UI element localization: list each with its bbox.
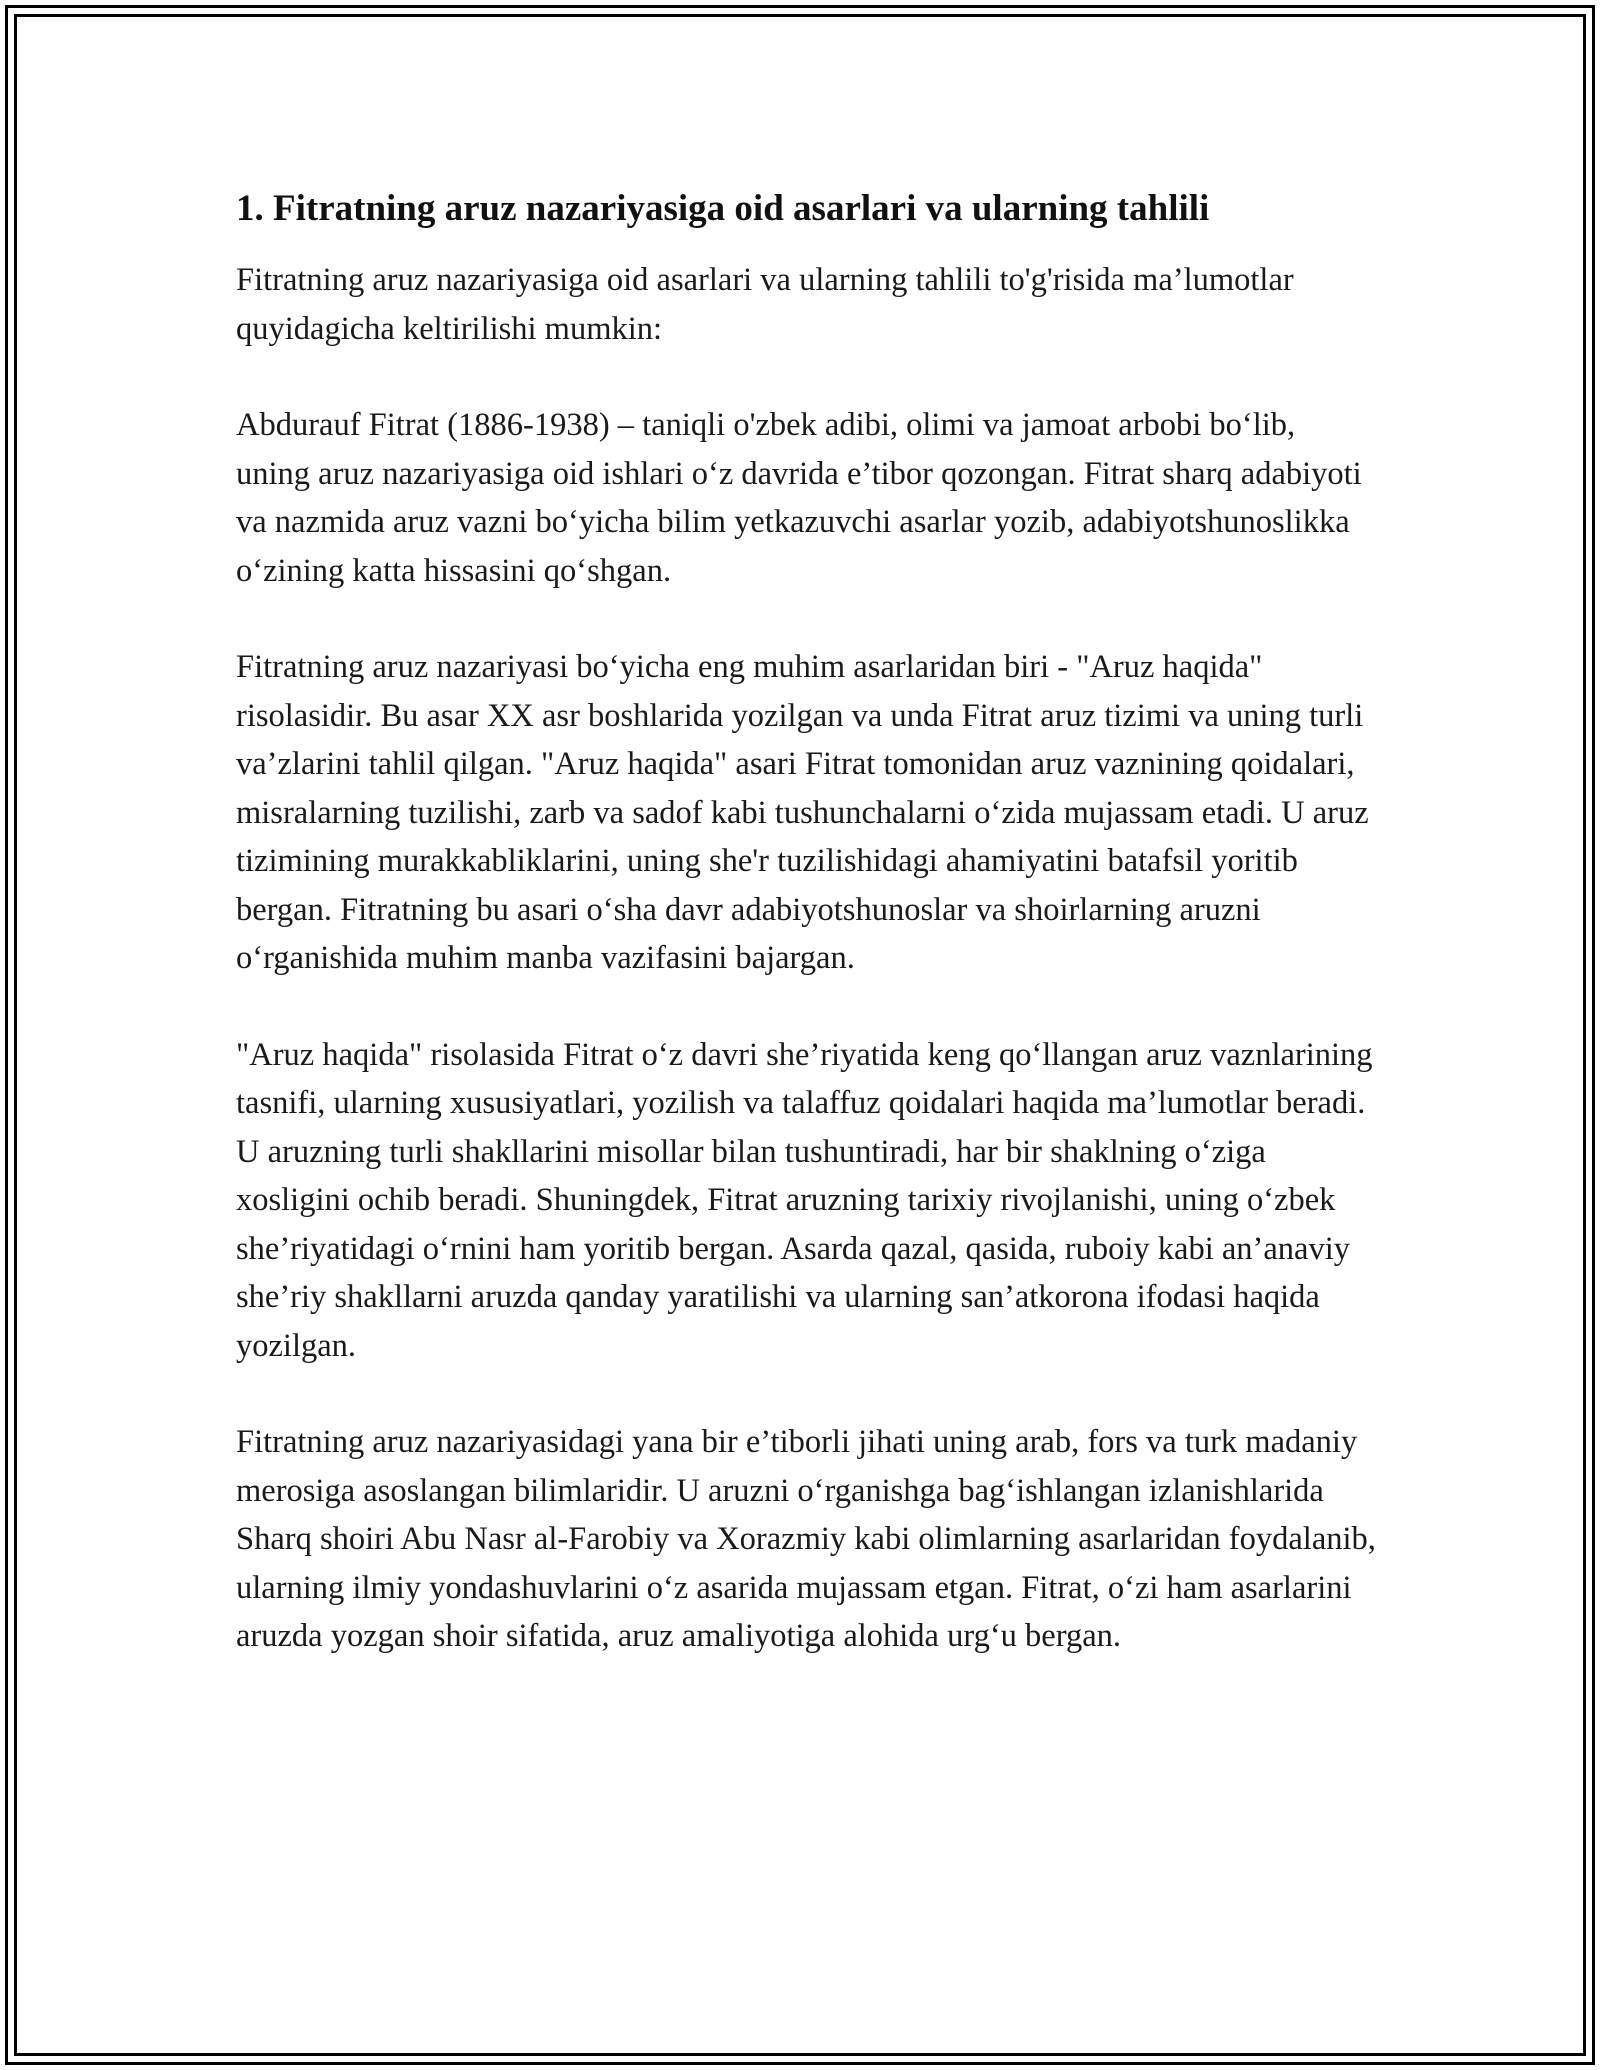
section-heading: 1. Fitratning aruz nazariyasiga oid asarlari va ularning tahlili: [236, 188, 1210, 229]
paragraph-risola-content: "Aruz haqida" risolasida Fitrat o‘z davri she’riyatida keng qo‘llangan aruz vaznlarining tasnifi, ularning xususiyatlari, yozilish va talaffuz qoidalari haqida ma’lumotlar beradi. U aruzning turli shakllarini misollar bilan tushuntiradi, har bir shaklning o‘ziga xosligini ochib beradi. Shuningdek, Fitrat aruzning tarixiy rivojlanishi, uning o‘zbek she’riyatidagi o‘rnini ham yoritib bergan. Asarda qazal, qasida, ruboiy kabi an’anaviy she’riy shakllarni aruzda qanday yaratilishi va ularning san’atkorona ifodasi haqida yozilgan.: [236, 1036, 1373, 1364]
paragraph-aruz-haqida: Fitratning aruz nazariyasi bo‘yicha eng muhim asarlaridan biri - "Aruz haqida" risolasidir. Bu asar XX asr boshlarida yozilgan va unda Fitrat aruz tizimi va uning turli va’zlarini tahlil qilgan. "Aruz haqida" asari Fitrat tomonidan aruz vaznining qoidalari, misralarning tuzilishi, zarb va sadof kabi tushunchalarni o‘zida mujassam etadi. U aruz tizimining murakkabliklarini, uning she'r tuzilishidagi ahamiyatini batafsil yoritib bergan. Fitratning bu asari o‘sha davr adabiyotshunoslar va shoirlarning aruzni o‘rganishida muhim manba vazifasini bajargan.: [236, 649, 1369, 976]
paragraph-intro: Fitratning aruz nazariyasiga oid asarlari va ularning tahlili to'g'risida ma’lumotlar quyidagicha keltirilishi mumkin:: [236, 262, 1294, 347]
document-body: [236, 184, 1376, 1661]
paragraph-heritage: Fitratning aruz nazariyasidagi yana bir e’tiborli jihati uning arab, fors va turk madaniy merosiga asoslangan bilimlaridir. U aruzni o‘rganishga bag‘ishlangan izlanishlarida Sharq shoiri Abu Nasr al-Farobiy va Xorazmiy kabi olimlarning asarlaridan foydalanib, ularning ilmiy yondashuvlarini o‘z asarida mujassam etgan. Fitrat, o‘zi ham asarlarini aruzda yozgan shoir sifatida, aruz amaliyotiga alohida urg‘u bergan.: [236, 1424, 1376, 1654]
paragraph-biography: Abdurauf Fitrat (1886-1938) – taniqli o'zbek adibi, olimi va jamoat arbobi bo‘lib, uning aruz nazariyasiga oid ishlari o‘z davrida e’tibor qozongan. Fitrat sharq adabiyoti va nazmida aruz vazni bo‘yicha bilim yetkazuvchi asarlar yozib, adabiyotshunoslikka o‘zining katta hissasini qo‘shgan.: [236, 407, 1362, 589]
